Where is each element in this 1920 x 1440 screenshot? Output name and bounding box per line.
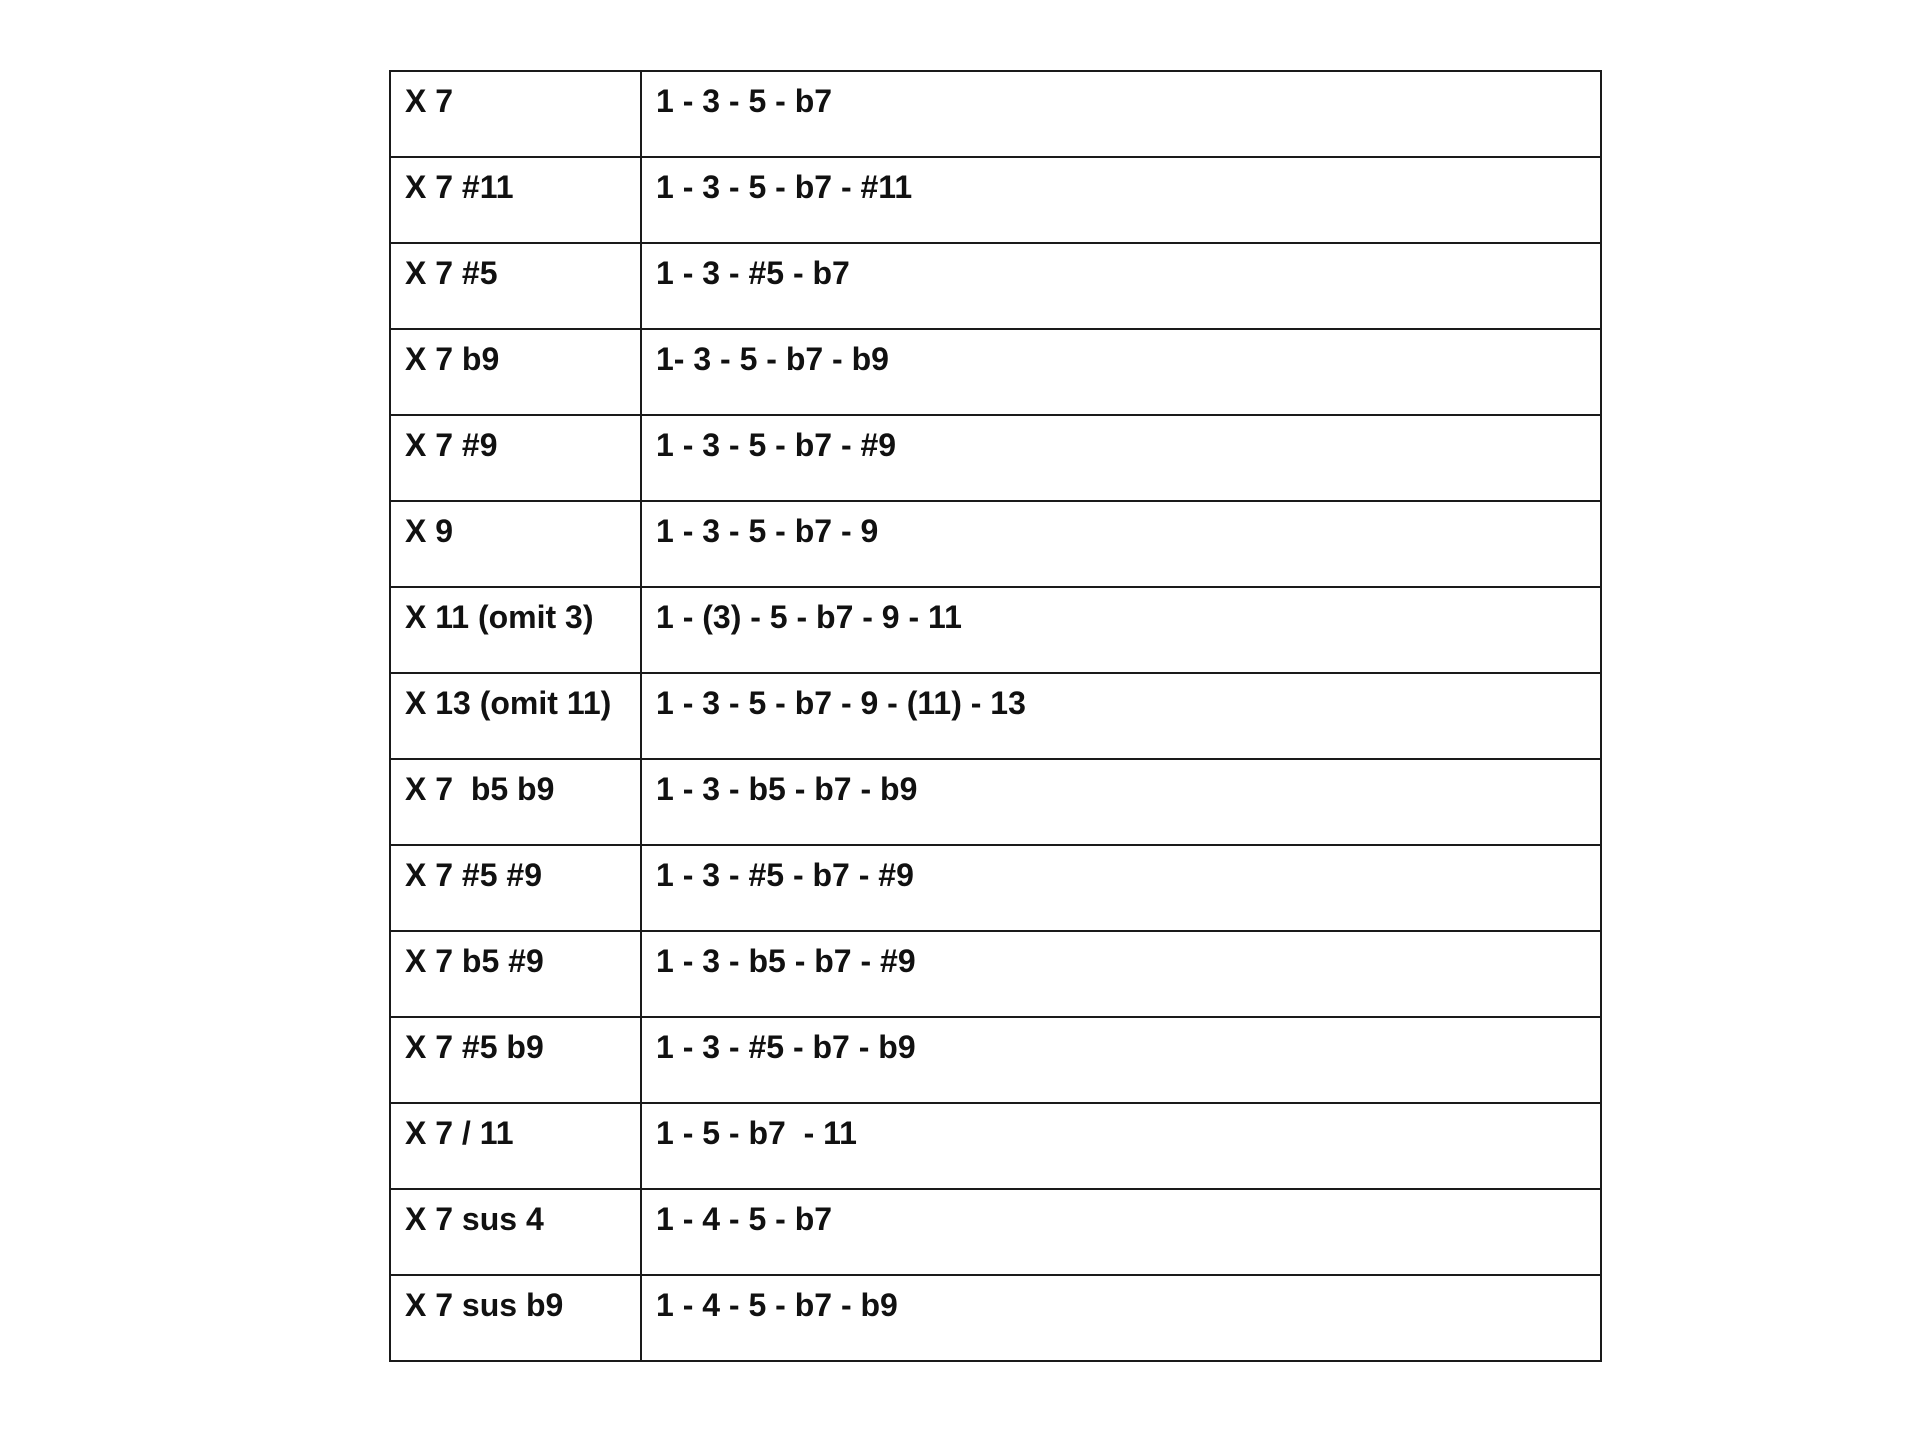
chord-formula-cell	[641, 845, 1601, 931]
chord-formula: 1 - 3 - 5 - b7 - #11	[656, 169, 913, 205]
chord-formula-cell	[641, 415, 1601, 501]
table-row	[390, 1189, 1601, 1275]
chord-formula: 1- 3 - 5 - b7 - b9	[656, 341, 889, 377]
chord-formula: 1 - 3 - b5 - b7 - #9	[656, 943, 916, 979]
chord-name: X 13 (omit 11)	[405, 685, 612, 721]
chord-formula: 1 - 3 - #5 - b7 - b9	[656, 1029, 916, 1065]
chord-formula: 1 - 3 - 5 - b7 - 9 - (11) - 13	[656, 685, 1026, 721]
chord-name: X 7 #9	[405, 427, 498, 463]
chord-formula: 1 - 3 - 5 - b7 - #9	[656, 427, 897, 463]
chord-name-cell	[390, 157, 641, 243]
chord-name: X 9	[405, 513, 454, 549]
table-row	[390, 415, 1601, 501]
chord-formula-cell	[641, 931, 1601, 1017]
table-row	[390, 329, 1601, 415]
chord-formula-cell	[641, 1189, 1601, 1275]
chord-name-cell	[390, 1275, 641, 1361]
chord-formula: 1 - (3) - 5 - b7 - 9 - 11	[656, 599, 962, 635]
chord-name-cell	[390, 243, 641, 329]
chord-name: X 7 #11	[405, 169, 514, 205]
chord-formula-cell	[641, 501, 1601, 587]
chord-formula: 1 - 4 - 5 - b7	[656, 1201, 833, 1237]
chord-name-cell	[390, 71, 641, 157]
chord-name: X 7 b5 #9	[405, 943, 544, 979]
chord-name: X 7 sus b9	[405, 1287, 564, 1323]
chord-formula-cell	[641, 1275, 1601, 1361]
chord-name: X 11 (omit 3)	[405, 599, 594, 635]
table-row	[390, 71, 1601, 157]
chord-formula-table	[389, 70, 1602, 1362]
table-row	[390, 1103, 1601, 1189]
chord-name-cell	[390, 501, 641, 587]
chord-formula: 1 - 3 - b5 - b7 - b9	[656, 771, 918, 807]
chord-formula-cell	[641, 243, 1601, 329]
chord-name-cell	[390, 415, 641, 501]
chord-formula-cell	[641, 1017, 1601, 1103]
chord-formula-cell	[641, 157, 1601, 243]
chord-name-cell	[390, 1017, 641, 1103]
chord-name: X 7 #5	[405, 255, 498, 291]
chord-formula: 1 - 3 - 5 - b7 - 9	[656, 513, 879, 549]
table-row	[390, 587, 1601, 673]
chord-formula: 1 - 4 - 5 - b7 - b9	[656, 1287, 898, 1323]
chord-name-cell	[390, 673, 641, 759]
chord-formula: 1 - 3 - #5 - b7 - #9	[656, 857, 914, 893]
chord-formula-cell	[641, 759, 1601, 845]
table-row	[390, 243, 1601, 329]
chord-name: X 7	[405, 83, 454, 119]
table-row	[390, 931, 1601, 1017]
chord-table-body	[390, 71, 1601, 1361]
chord-name: X 7 b5 b9	[405, 771, 555, 807]
table-row	[390, 157, 1601, 243]
chord-name: X 7 #5 b9	[405, 1029, 544, 1065]
chord-name-cell	[390, 329, 641, 415]
chord-name: X 7 sus 4	[405, 1201, 544, 1237]
chord-name-cell	[390, 1103, 641, 1189]
table-row	[390, 501, 1601, 587]
table-row	[390, 1017, 1601, 1103]
chord-formula: 1 - 3 - 5 - b7	[656, 83, 833, 119]
chord-name-cell	[390, 759, 641, 845]
chord-formula-cell	[641, 329, 1601, 415]
chord-name-cell	[390, 587, 641, 673]
table-row	[390, 1275, 1601, 1361]
chord-formula: 1 - 5 - b7 - 11	[656, 1115, 857, 1151]
table-row	[390, 845, 1601, 931]
chord-formula-cell	[641, 587, 1601, 673]
chord-formula-cell	[641, 1103, 1601, 1189]
chord-name-cell	[390, 931, 641, 1017]
chord-formula-cell	[641, 71, 1601, 157]
chord-name: X 7 #5 #9	[405, 857, 542, 893]
table-row	[390, 673, 1601, 759]
table-row	[390, 759, 1601, 845]
chord-formula: 1 - 3 - #5 - b7	[656, 255, 850, 291]
chord-formula-cell	[641, 673, 1601, 759]
chord-name: X 7 b9	[405, 341, 500, 377]
chord-name-cell	[390, 1189, 641, 1275]
chord-name: X 7 / 11	[405, 1115, 514, 1151]
chord-name-cell	[390, 845, 641, 931]
